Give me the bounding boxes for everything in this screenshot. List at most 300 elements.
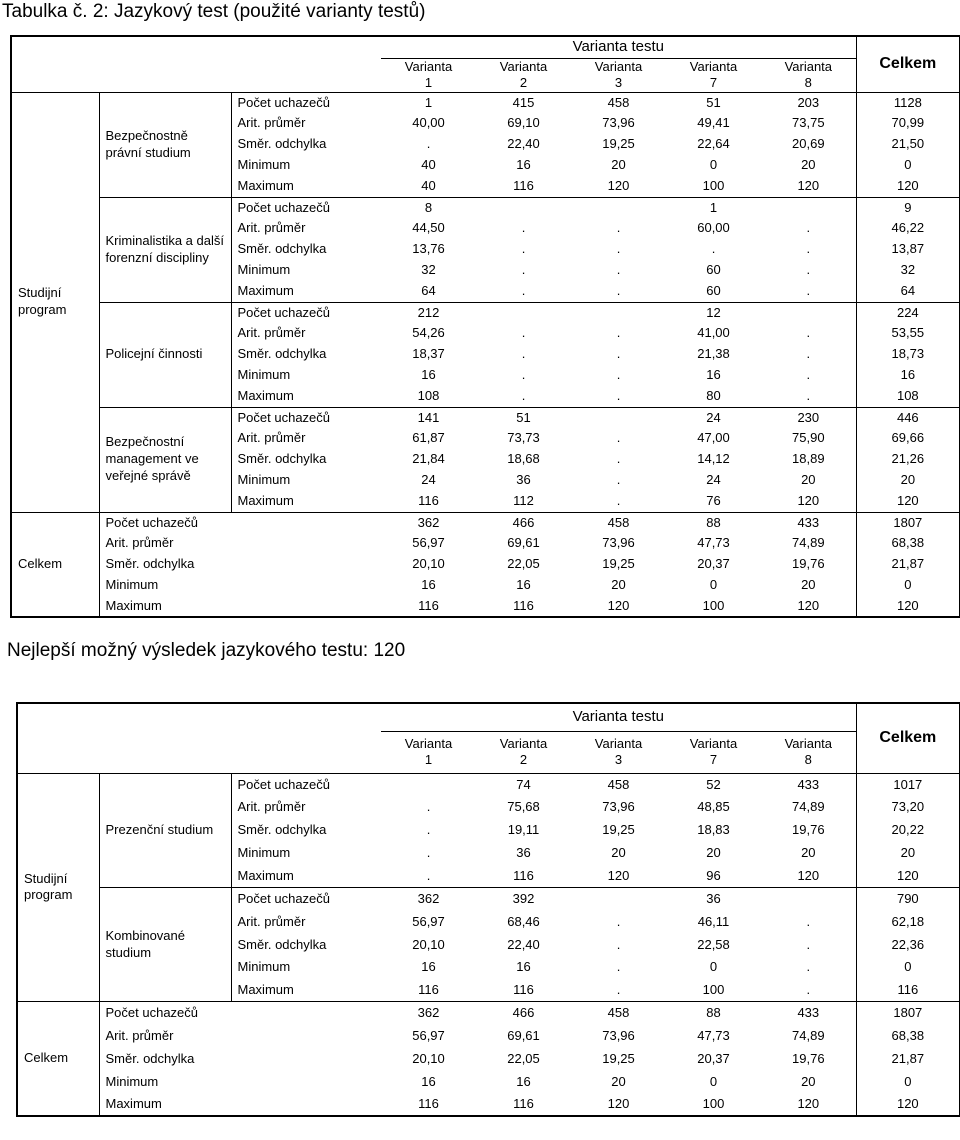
value-cell: .: [806, 241, 811, 257]
value-cell: 19,25: [602, 1050, 635, 1066]
value-cell: 73,75: [792, 115, 825, 131]
statistic-label: Maximum: [231, 176, 381, 197]
total-cell: 1128: [856, 92, 960, 113]
study-program-label: Studijní program: [17, 773, 99, 1002]
variant-header-word: Varianta: [784, 59, 833, 75]
value-cell: 24: [666, 407, 761, 428]
value-cell: 52: [666, 773, 761, 796]
variant-header-word: Varianta: [404, 736, 453, 752]
value-cell: 433: [761, 773, 856, 796]
value-cell: 76: [706, 493, 721, 509]
value-cell: 116: [418, 982, 439, 998]
statistic-label: Maximum: [231, 491, 381, 512]
value-cell: 116: [418, 597, 439, 613]
variant-header-number: 3: [614, 75, 623, 90]
value-cell: 120: [797, 867, 820, 883]
total-cell: 20,22: [856, 819, 960, 842]
value-cell: 203: [761, 92, 856, 113]
value-cell: 73,96: [602, 535, 635, 551]
variant-header-number: 8: [804, 75, 812, 90]
variant-column-header: [381, 58, 476, 92]
value-cell: 16: [421, 1073, 436, 1089]
value-cell: 24: [706, 472, 721, 488]
value-cell: 1: [381, 92, 476, 113]
value-cell: 392: [476, 887, 571, 910]
value-cell: 116: [513, 982, 534, 998]
value-cell: 74: [476, 773, 571, 796]
total-cell: 73,20: [856, 796, 960, 819]
value-cell: [476, 197, 571, 218]
statistic-label: Počet uchazečů: [231, 302, 381, 323]
value-cell: .: [806, 325, 811, 341]
statistic-label: Počet uchazečů: [231, 887, 381, 910]
value-cell: [381, 773, 476, 796]
total-cell: 64: [856, 281, 960, 302]
variant-header-number: 2: [519, 752, 528, 767]
value-cell: 47,73: [697, 1028, 730, 1044]
total-row: [11, 554, 960, 575]
value-cell: 458: [571, 1002, 666, 1025]
value-cell: 19,76: [792, 1050, 825, 1066]
total-cell: 20: [856, 470, 960, 491]
value-cell: 20: [801, 844, 816, 860]
value-cell: 36: [666, 887, 761, 910]
variant-column-header: [476, 58, 571, 92]
statistic-label: Arit. průměr: [231, 218, 381, 239]
total-cell: 69,66: [856, 428, 960, 449]
value-cell: .: [426, 799, 431, 815]
value-cell: 20,37: [697, 1050, 730, 1066]
value-cell: 80: [706, 388, 721, 404]
total-cell: 0: [856, 155, 960, 176]
variant-header-number: 1: [424, 752, 433, 767]
value-cell: 36: [516, 844, 531, 860]
table-row: [17, 773, 960, 796]
total-cell: 18,73: [856, 344, 960, 365]
variant-header-word: Varianta: [594, 59, 643, 75]
value-cell: .: [521, 346, 526, 362]
total-cell: 224: [856, 302, 960, 323]
total-row: [17, 1093, 960, 1116]
total-cell: 68,38: [856, 533, 960, 554]
value-cell: .: [806, 388, 811, 404]
value-cell: 120: [797, 1096, 820, 1112]
value-cell: 120: [607, 867, 630, 883]
statistic-label: Minimum: [231, 470, 381, 491]
total-row: [11, 596, 960, 617]
data-table: [16, 702, 960, 1117]
value-cell: [571, 302, 666, 323]
value-cell: 112: [513, 493, 534, 509]
value-cell: 18,89: [792, 451, 825, 467]
statistic-label: Maximum: [231, 979, 381, 1002]
value-cell: 21,38: [697, 346, 730, 362]
value-cell: 466: [476, 1002, 571, 1025]
value-cell: 16: [516, 577, 531, 593]
total-cell: 53,55: [856, 323, 960, 344]
total-column-header: Celkem: [856, 36, 960, 92]
total-cell: 0: [856, 956, 960, 979]
variant-header-word: Varianta: [594, 736, 643, 752]
statistic-label: Směr. odchylka: [231, 819, 381, 842]
value-cell: 75,68: [507, 799, 540, 815]
value-cell: 100: [702, 597, 725, 613]
statistic-label: Počet uchazečů: [231, 197, 381, 218]
value-cell: 40: [421, 178, 436, 194]
statistic-label: Minimum: [231, 155, 381, 176]
total-cell: 9: [856, 197, 960, 218]
variant-column-header: [761, 58, 856, 92]
value-cell: 20,10: [412, 936, 445, 952]
value-cell: 20: [611, 577, 626, 593]
value-cell: .: [806, 367, 811, 383]
value-cell: 12: [666, 302, 761, 323]
value-cell: 100: [702, 1096, 725, 1112]
value-cell: .: [426, 136, 431, 152]
group-label: Bezpečnostně právní studium: [99, 92, 231, 197]
total-cell: 120: [856, 491, 960, 512]
variant-header-word: Varianta: [689, 736, 738, 752]
variant-header-word: Varianta: [689, 59, 738, 75]
value-cell: 16: [516, 959, 531, 975]
value-cell: [571, 407, 666, 428]
value-cell: .: [521, 220, 526, 236]
data-table: [10, 35, 960, 618]
value-cell: [761, 302, 856, 323]
value-cell: 48,85: [697, 799, 730, 815]
value-cell: .: [616, 367, 621, 383]
value-cell: 141: [381, 407, 476, 428]
statistic-label: Arit. průměr: [105, 1028, 174, 1044]
value-cell: 60,00: [697, 220, 730, 236]
value-cell: 88: [666, 1002, 761, 1025]
variant-header-number: 3: [614, 752, 623, 767]
table-row: [17, 887, 960, 910]
statistic-label: Minimum: [105, 1073, 159, 1089]
value-cell: 120: [797, 597, 820, 613]
value-cell: .: [616, 346, 621, 362]
value-cell: .: [806, 220, 811, 236]
value-cell: [761, 197, 856, 218]
value-cell: 88: [666, 512, 761, 533]
value-cell: 22,58: [697, 936, 730, 952]
value-cell: 32: [421, 262, 436, 278]
statistic-label: Minimum: [231, 842, 381, 865]
total-row: [17, 1025, 960, 1048]
statistic-label: Směr. odchylka: [231, 239, 381, 260]
total-cell: 1807: [856, 1002, 960, 1025]
value-cell: 56,97: [412, 1028, 445, 1044]
value-cell: 120: [607, 597, 630, 613]
value-cell: 20: [801, 472, 816, 488]
value-cell: 20,37: [697, 556, 730, 572]
value-cell: 100: [702, 982, 725, 998]
statistic-label: Arit. průměr: [105, 535, 174, 551]
value-cell: 116: [513, 597, 534, 613]
value-cell: .: [521, 283, 526, 299]
value-cell: 75,90: [792, 430, 825, 446]
total-row: [17, 1048, 960, 1071]
value-cell: 19,25: [602, 822, 635, 838]
value-cell: .: [521, 241, 526, 257]
value-cell: 73,73: [507, 430, 540, 446]
value-cell: .: [616, 936, 621, 952]
value-cell: .: [711, 241, 716, 257]
value-cell: 20,10: [412, 1050, 445, 1066]
total-cell: 21,50: [856, 134, 960, 155]
value-cell: 61,87: [412, 430, 445, 446]
value-cell: 64: [421, 283, 436, 299]
statistic-label: Maximum: [105, 1096, 162, 1112]
value-cell: 18,83: [697, 822, 730, 838]
total-cell: 120: [856, 865, 960, 888]
value-cell: 20: [801, 157, 816, 173]
variant-header-word: Varianta: [784, 736, 833, 752]
total-cell: 21,26: [856, 449, 960, 470]
study-program-label: Studijní program: [11, 92, 99, 512]
total-cell: 0: [856, 1071, 960, 1094]
total-cell: 108: [856, 386, 960, 407]
value-cell: 415: [476, 92, 571, 113]
value-cell: .: [616, 472, 621, 488]
value-cell: 18,68: [507, 451, 540, 467]
total-cell: 22,36: [856, 933, 960, 956]
value-cell: 19,11: [507, 822, 540, 838]
value-cell: 116: [513, 867, 534, 883]
value-cell: [571, 887, 666, 910]
value-cell: 19,25: [602, 136, 635, 152]
value-cell: 60: [706, 262, 721, 278]
variant-column-header: [381, 731, 476, 773]
group-label: Kombinované studium: [99, 887, 231, 1001]
value-cell: 40,00: [412, 115, 445, 131]
total-row: [11, 575, 960, 596]
value-cell: 68,46: [507, 913, 540, 929]
total-cell: 1017: [856, 773, 960, 796]
value-cell: 466: [476, 512, 571, 533]
statistic-label: Arit. průměr: [231, 323, 381, 344]
value-cell: 116: [418, 493, 439, 509]
total-cell: 16: [856, 365, 960, 386]
value-cell: .: [806, 936, 811, 952]
variant-column-header: [761, 731, 856, 773]
value-cell: .: [616, 982, 621, 998]
value-cell: 56,97: [412, 913, 445, 929]
value-cell: .: [616, 325, 621, 341]
value-cell: 44,50: [412, 220, 445, 236]
variant-column-header: [666, 731, 761, 773]
total-cell: 20: [856, 842, 960, 865]
value-cell: 1: [666, 197, 761, 218]
value-cell: 73,96: [602, 799, 635, 815]
value-cell: 74,89: [792, 1028, 825, 1044]
value-cell: 21,84: [412, 451, 445, 467]
value-cell: 120: [607, 1096, 630, 1112]
value-cell: 116: [513, 178, 534, 194]
value-cell: 16: [706, 367, 721, 383]
value-cell: [761, 887, 856, 910]
variant-header-word: Varianta: [499, 736, 548, 752]
value-cell: 24: [421, 472, 436, 488]
table-row: [11, 92, 960, 113]
variant-column-header: [666, 58, 761, 92]
statistic-label: Směr. odchylka: [231, 344, 381, 365]
statistic-label: Minimum: [231, 260, 381, 281]
value-cell: [571, 197, 666, 218]
variant-header-word: Varianta: [404, 59, 453, 75]
statistic-label: Arit. průměr: [231, 796, 381, 819]
statistic-label: Počet uchazečů: [99, 1002, 381, 1025]
total-column-header: Celkem: [856, 703, 960, 773]
language-test-table-2: [16, 702, 960, 1117]
value-cell: 54,26: [412, 325, 445, 341]
value-cell: 0: [709, 959, 718, 975]
value-cell: 47,00: [697, 430, 730, 446]
total-cell: 62,18: [856, 910, 960, 933]
value-cell: 19,25: [602, 556, 635, 572]
value-cell: 18,37: [412, 346, 445, 362]
value-cell: 362: [381, 512, 476, 533]
statistic-label: Počet uchazečů: [231, 407, 381, 428]
value-cell: .: [616, 959, 621, 975]
statistic-label: Směr. odchylka: [105, 556, 195, 572]
total-cell: 120: [856, 1093, 960, 1116]
value-cell: 49,41: [697, 115, 730, 131]
variant-header-number: 7: [709, 752, 718, 767]
value-cell: .: [616, 241, 621, 257]
value-cell: .: [616, 388, 621, 404]
value-cell: .: [806, 346, 811, 362]
value-cell: .: [616, 262, 621, 278]
value-cell: 22,40: [507, 936, 540, 952]
value-cell: 69,61: [507, 1028, 540, 1044]
variant-header-number: 2: [519, 75, 528, 90]
variant-header-word: Varianta: [499, 59, 548, 75]
statistic-label: Směr. odchylka: [105, 1050, 195, 1066]
value-cell: 16: [421, 959, 436, 975]
value-cell: 212: [381, 302, 476, 323]
value-cell: 16: [421, 577, 436, 593]
value-cell: 458: [571, 773, 666, 796]
value-cell: 16: [421, 367, 436, 383]
value-cell: .: [806, 913, 811, 929]
table-row: [11, 197, 960, 218]
value-cell: 74,89: [792, 799, 825, 815]
total-cell: 446: [856, 407, 960, 428]
variant-header-number: 1: [424, 75, 433, 90]
value-cell: 458: [571, 92, 666, 113]
value-cell: .: [521, 367, 526, 383]
total-cell: 1807: [856, 512, 960, 533]
value-cell: 433: [761, 1002, 856, 1025]
statistic-label: Minimum: [105, 577, 159, 593]
footnote: Nejlepší možný výsledek jazykového testu: 120: [7, 640, 406, 661]
total-row: [11, 533, 960, 554]
value-cell: 22,05: [507, 556, 540, 572]
value-cell: .: [806, 982, 811, 998]
group-label: Prezenční studium: [99, 773, 231, 887]
value-cell: 22,64: [697, 136, 730, 152]
value-cell: .: [616, 493, 621, 509]
statistic-label: Arit. průměr: [231, 428, 381, 449]
value-cell: 47,73: [697, 535, 730, 551]
value-cell: 20: [611, 1073, 626, 1089]
value-cell: 230: [761, 407, 856, 428]
variant-group-header: Varianta testu: [381, 36, 856, 58]
statistic-label: Maximum: [231, 865, 381, 888]
variant-group-header: Varianta testu: [381, 703, 856, 731]
value-cell: 69,10: [507, 115, 540, 131]
value-cell: 433: [761, 512, 856, 533]
statistic-label: Arit. průměr: [231, 113, 381, 134]
value-cell: 0: [709, 157, 718, 173]
statistic-label: Směr. odchylka: [231, 933, 381, 956]
value-cell: 0: [709, 577, 718, 593]
value-cell: 458: [571, 512, 666, 533]
total-row: [11, 512, 960, 533]
total-row: [17, 1071, 960, 1094]
value-cell: 36: [516, 472, 531, 488]
value-cell: 108: [417, 388, 440, 404]
total-block-label: Celkem: [17, 1002, 99, 1116]
value-cell: .: [426, 867, 431, 883]
value-cell: .: [616, 913, 621, 929]
value-cell: [476, 302, 571, 323]
value-cell: 100: [702, 178, 725, 194]
value-cell: 120: [797, 493, 820, 509]
value-cell: 69,61: [507, 535, 540, 551]
total-cell: 790: [856, 887, 960, 910]
total-cell: 68,38: [856, 1025, 960, 1048]
statistic-label: Směr. odchylka: [231, 134, 381, 155]
value-cell: 20,69: [792, 136, 825, 152]
total-cell: 70,99: [856, 113, 960, 134]
value-cell: 20: [801, 577, 816, 593]
statistic-label: Minimum: [231, 365, 381, 386]
header-blank-cell: [11, 36, 381, 92]
value-cell: 46,11: [697, 913, 730, 929]
value-cell: 13,76: [412, 241, 445, 257]
statistic-label: Směr. odchylka: [231, 449, 381, 470]
value-cell: 362: [381, 1002, 476, 1025]
variant-column-header: [476, 731, 571, 773]
value-cell: 20: [706, 844, 721, 860]
value-cell: 22,05: [507, 1050, 540, 1066]
value-cell: 16: [516, 157, 531, 173]
group-label: Policejní činnosti: [99, 302, 231, 407]
header-blank-cell: [17, 703, 381, 773]
value-cell: 120: [797, 178, 820, 194]
value-cell: 20: [611, 844, 626, 860]
value-cell: 116: [418, 1096, 439, 1112]
statistic-label: Maximum: [231, 386, 381, 407]
variant-header-number: 7: [709, 75, 718, 90]
value-cell: .: [521, 388, 526, 404]
value-cell: 20: [611, 157, 626, 173]
value-cell: .: [616, 283, 621, 299]
value-cell: .: [426, 822, 431, 838]
value-cell: 41,00: [697, 325, 730, 341]
total-row: [17, 1002, 960, 1025]
value-cell: 40: [421, 157, 436, 173]
value-cell: 96: [706, 867, 721, 883]
value-cell: 73,96: [602, 1028, 635, 1044]
value-cell: .: [616, 220, 621, 236]
value-cell: 74,89: [792, 535, 825, 551]
value-cell: .: [806, 959, 811, 975]
group-label: Bezpečnostní management ve veřejné správě: [99, 407, 231, 512]
value-cell: 51: [666, 92, 761, 113]
